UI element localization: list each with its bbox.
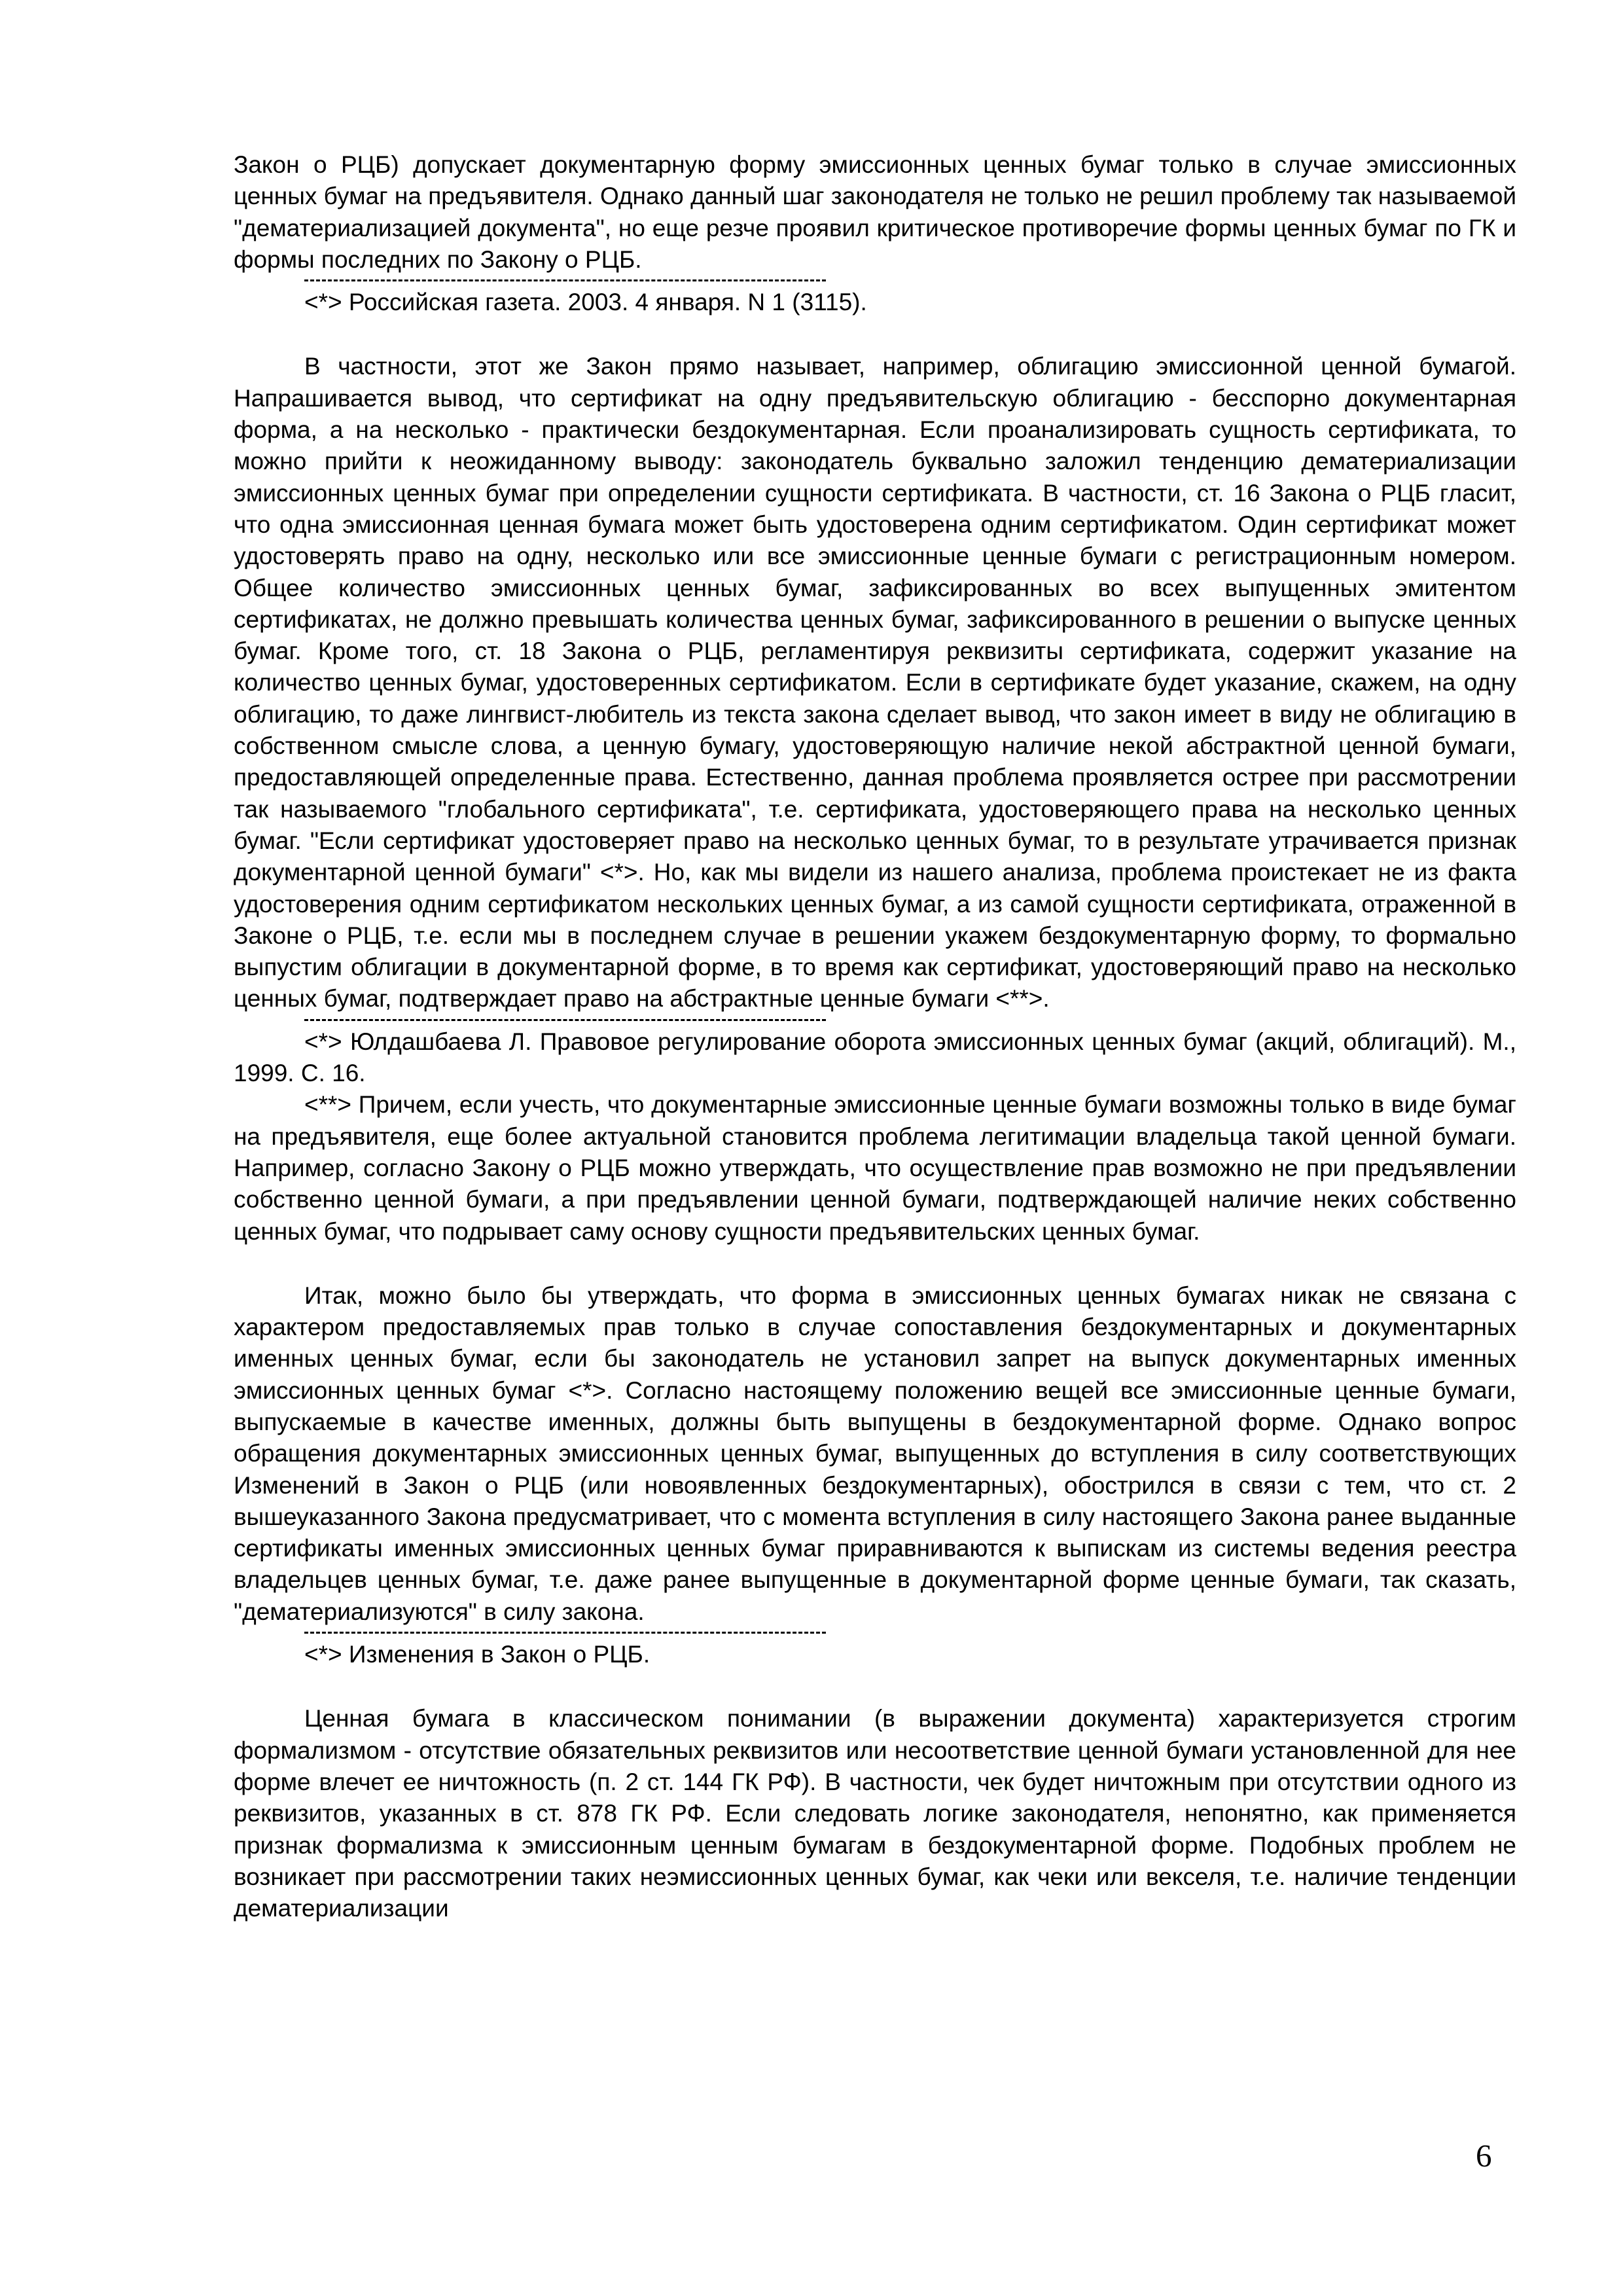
page-number: 6 bbox=[1476, 2138, 1492, 2174]
paragraph-continuation: Закон о РЦБ) допускает документарную форму эмиссионных ценных бумаг только в случае эмиссионных ценных бумаг на предъявителя. Однако данный шаг законодателя не только не решил проблему так называемой "дематериализацией документа", но еще резче проявил критическое противоречие формы ценных бумаг по ГК и формы последних по Закону о РЦБ. bbox=[234, 151, 1516, 273]
paragraph: Итак, можно было бы утверждать, что форма в эмиссионных ценных бумагах никак не связана с характером предоставляемых прав только в случае сопоставления бездокументарных и документарных именных ценных бумаг, если бы законодатель не установил запрет на выпуск документарных именных эмиссионных ценных бумаг <*>. Согласно настоящему положению вещей все эмиссионные ценные бумаги, выпускаемые в качестве именных, должны быть выпущены в бездокументарной форме. Однако вопрос обращения документарных эмиссионных ценных бумаг, выпущенных до вступления в силу соответствующих Изменений в Закон о РЦБ (или новоявленных бездокументарных), обострился в связи с тем, что ст. 2 вышеуказанного Закона предусматривает, что с момента вступления в силу настоящего Закона ранее выданные сертификаты именных эмиссионных ценных бумаг приравниваются к выпискам из системы ведения реестра владельцев ценных бумаг, т.е. даже ранее выпущенные в документарной форме ценные бумаги, так сказать, "дематериализуются" в силу закона. bbox=[234, 1282, 1516, 1625]
paragraph-gap bbox=[234, 318, 1516, 351]
footnote-separator bbox=[304, 1019, 826, 1021]
footnote: <*> Российская газета. 2003. 4 января. N 1 (3115). bbox=[304, 289, 867, 316]
paragraph: Ценная бумага в классическом понимании (в выражении документа) характеризуется строгим формализмом - отсутствие обязательных реквизитов или несоответствие ценной бумаги установленной для нее форме влечет ее ничтожность (п. 2 ст. 144 ГК РФ). В частности, чек будет ничтожным при отсутствии одного из реквизитов, указанных в ст. 878 ГК РФ. Если следовать логике законодателя, непонятно, как применяется признак формализма к эмиссионным ценным бумагам в бездокументарной форме. Подобных проблем не возникает при рассмотрении таких неэмиссионных ценных бумаг, как чеки или векселя, т.е. наличие тенденции дематериализации bbox=[234, 1705, 1516, 1922]
page-body bbox=[234, 149, 1516, 1924]
footnote-separator bbox=[304, 1632, 826, 1634]
paragraph-gap bbox=[234, 1670, 1516, 1703]
footnote: <*> Юлдашбаева Л. Правовое регулирование оборота эмиссионных ценных бумаг (акций, облигаций). М., 1999. С. 16. bbox=[234, 1028, 1516, 1087]
footnote-separator bbox=[304, 279, 826, 281]
footnote: <**> Причем, если учесть, что документарные эмиссионные ценные бумаги возможны только в виде бумаг на предъявителя, еще более актуальной становится проблема легитимации владельца такой ценной бумаги. Например, согласно Закону о РЦБ можно утверждать, что осуществление прав возможно не при предъявлении собственно ценной бумаги, а при предъявлении ценной бумаги, подтверждающей наличие неких собственно ценных бумаг, что подрывает саму основу сущности предъявительских ценных бумаг. bbox=[234, 1091, 1516, 1245]
paragraph-gap bbox=[234, 1247, 1516, 1280]
footnote: <*> Изменения в Закон о РЦБ. bbox=[304, 1641, 651, 1668]
paragraph: В частности, этот же Закон прямо называет, например, облигацию эмиссионной ценной бумагой. Напрашивается вывод, что сертификат на одну предъявительскую облигацию - бесспорно документарная форма, а на несколько - практически бездокументарная. Если проанализировать сущность сертификата, то можно прийти к неожиданному выводу: законодатель буквально заложил тенденцию дематериализации эмиссионных ценных бумаг при определении сущности сертификата. В частности, ст. 16 Закона о РЦБ гласит, что одна эмиссионная ценная бумага может быть удостоверена одним сертификатом. Один сертификат может удостоверять право на одну, несколько или все эмиссионные ценные бумаги с регистрационным номером. Общее количество эмиссионных ценных бумаг, зафиксированных во всех выпущенных эмитентом сертификатах, не должно превышать количества ценных бумаг, зафиксированного в решении о выпуске ценных бумаг. Кроме того, ст. 18 Закона о РЦБ, регламентируя реквизиты сертификата, содержит указание на количество ценных бумаг, удостоверенных сертификатом. Если в сертификате будет указание, скажем, на одну облигацию, то даже лингвист-любитель из текста закона сделает вывод, что закон имеет в виду не облигацию в собственном смысле слова, а ценную бумагу, удостоверяющую наличие некой абстрактной ценной бумаги, предоставляющей определенные права. Естественно, данная проблема проявляется острее при рассмотрении так называемого "глобального сертификата", т.е. сертификата, удостоверяющего права на несколько ценных бумаг. "Если сертификат удостоверяет право на несколько ценных бумаг, то в результате утрачивается признак документарной ценной бумаги" <*>. Но, как мы видели из нашего анализа, проблема проистекает не из факта удостоверения одним сертификатом нескольких ценных бумаг, а из самой сущности сертификата, отраженной в Законе о РЦБ, т.е. если мы в последнем случае в решении укажем бездокументарную форму, то формально выпустим облигации в документарной форме, в то время как сертификат, удостоверяющий право на несколько ценных бумаг, подтверждает право на абстрактные ценные бумаги <**>. bbox=[234, 353, 1516, 1013]
